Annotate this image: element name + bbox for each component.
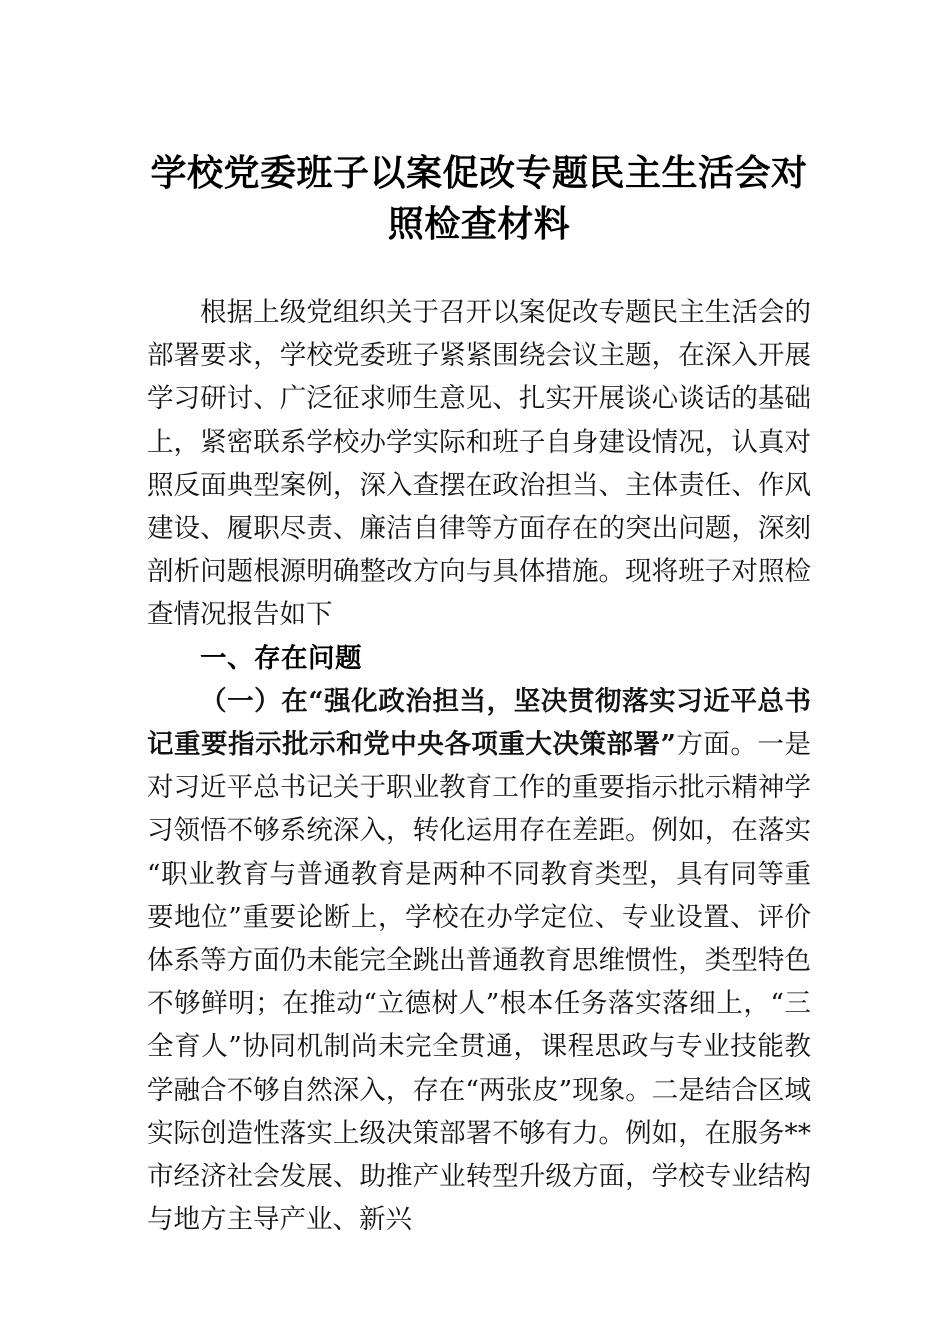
subsection-1-lead-tail: 方面。 — [675, 729, 758, 761]
subsection-1-lead-bold: （一）在“强化政治担当，坚决贯彻落实习近平总书记重要指示批示和党中央各项重大决策部署” — [147, 685, 811, 761]
opening-paragraph: 根据上级党组织关于召开以案促改专题民主生活会的部署要求，学校党委班子紧紧围绕会议主题，在深入开展学习研讨、广泛征求师生意见、扎实开展谈心谈话的基础上，紧密联系学校办学实际和班子自身建设情况，认真对照反面典型案例，深入查摆在政治担当、主体责任、作风建设、履职尽责、廉洁自律等方面存在的突出问题，深刻剖析问题根源明确整改方向与具体措施。现将班子对照检查情况报告如下 — [147, 297, 811, 631]
subsection-1-body: 一是对习近平总书记关于职业教育工作的重要指示批示精神学习领悟不够系统深入，转化运用存在差距。例如，在落实“职业教育与普通教育是两种不同教育类型，具有同等重要地位”重要论断上，学校在办学定位、专业设置、评价体系等方面仍未能完全跳出普通教育思维惯性，类型特色不够鲜明；在推动“立德树人”根本任务落实落细上，“三全育人”协同机制尚未完全贯通，课程思政与专业技能教学融合不够自然深入，存在“两张皮”现象。二是结合区域实际创造性落实上级决策部署不够有力。例如，在服务**市经济社会发展、助推产业转型升级方面，学校专业结构与地方主导产业、新兴 — [147, 729, 811, 1236]
page-title-line-1: 学校党委班子以案促改专题民主生活会对 — [150, 152, 808, 194]
page-title — [147, 0, 811, 250]
page-title-line-2: 照检查材料 — [387, 203, 571, 245]
section-heading-1: 一、存在问题 — [200, 642, 362, 674]
subsection-1-paragraph — [147, 680, 811, 1242]
document-content — [147, 0, 811, 1241]
